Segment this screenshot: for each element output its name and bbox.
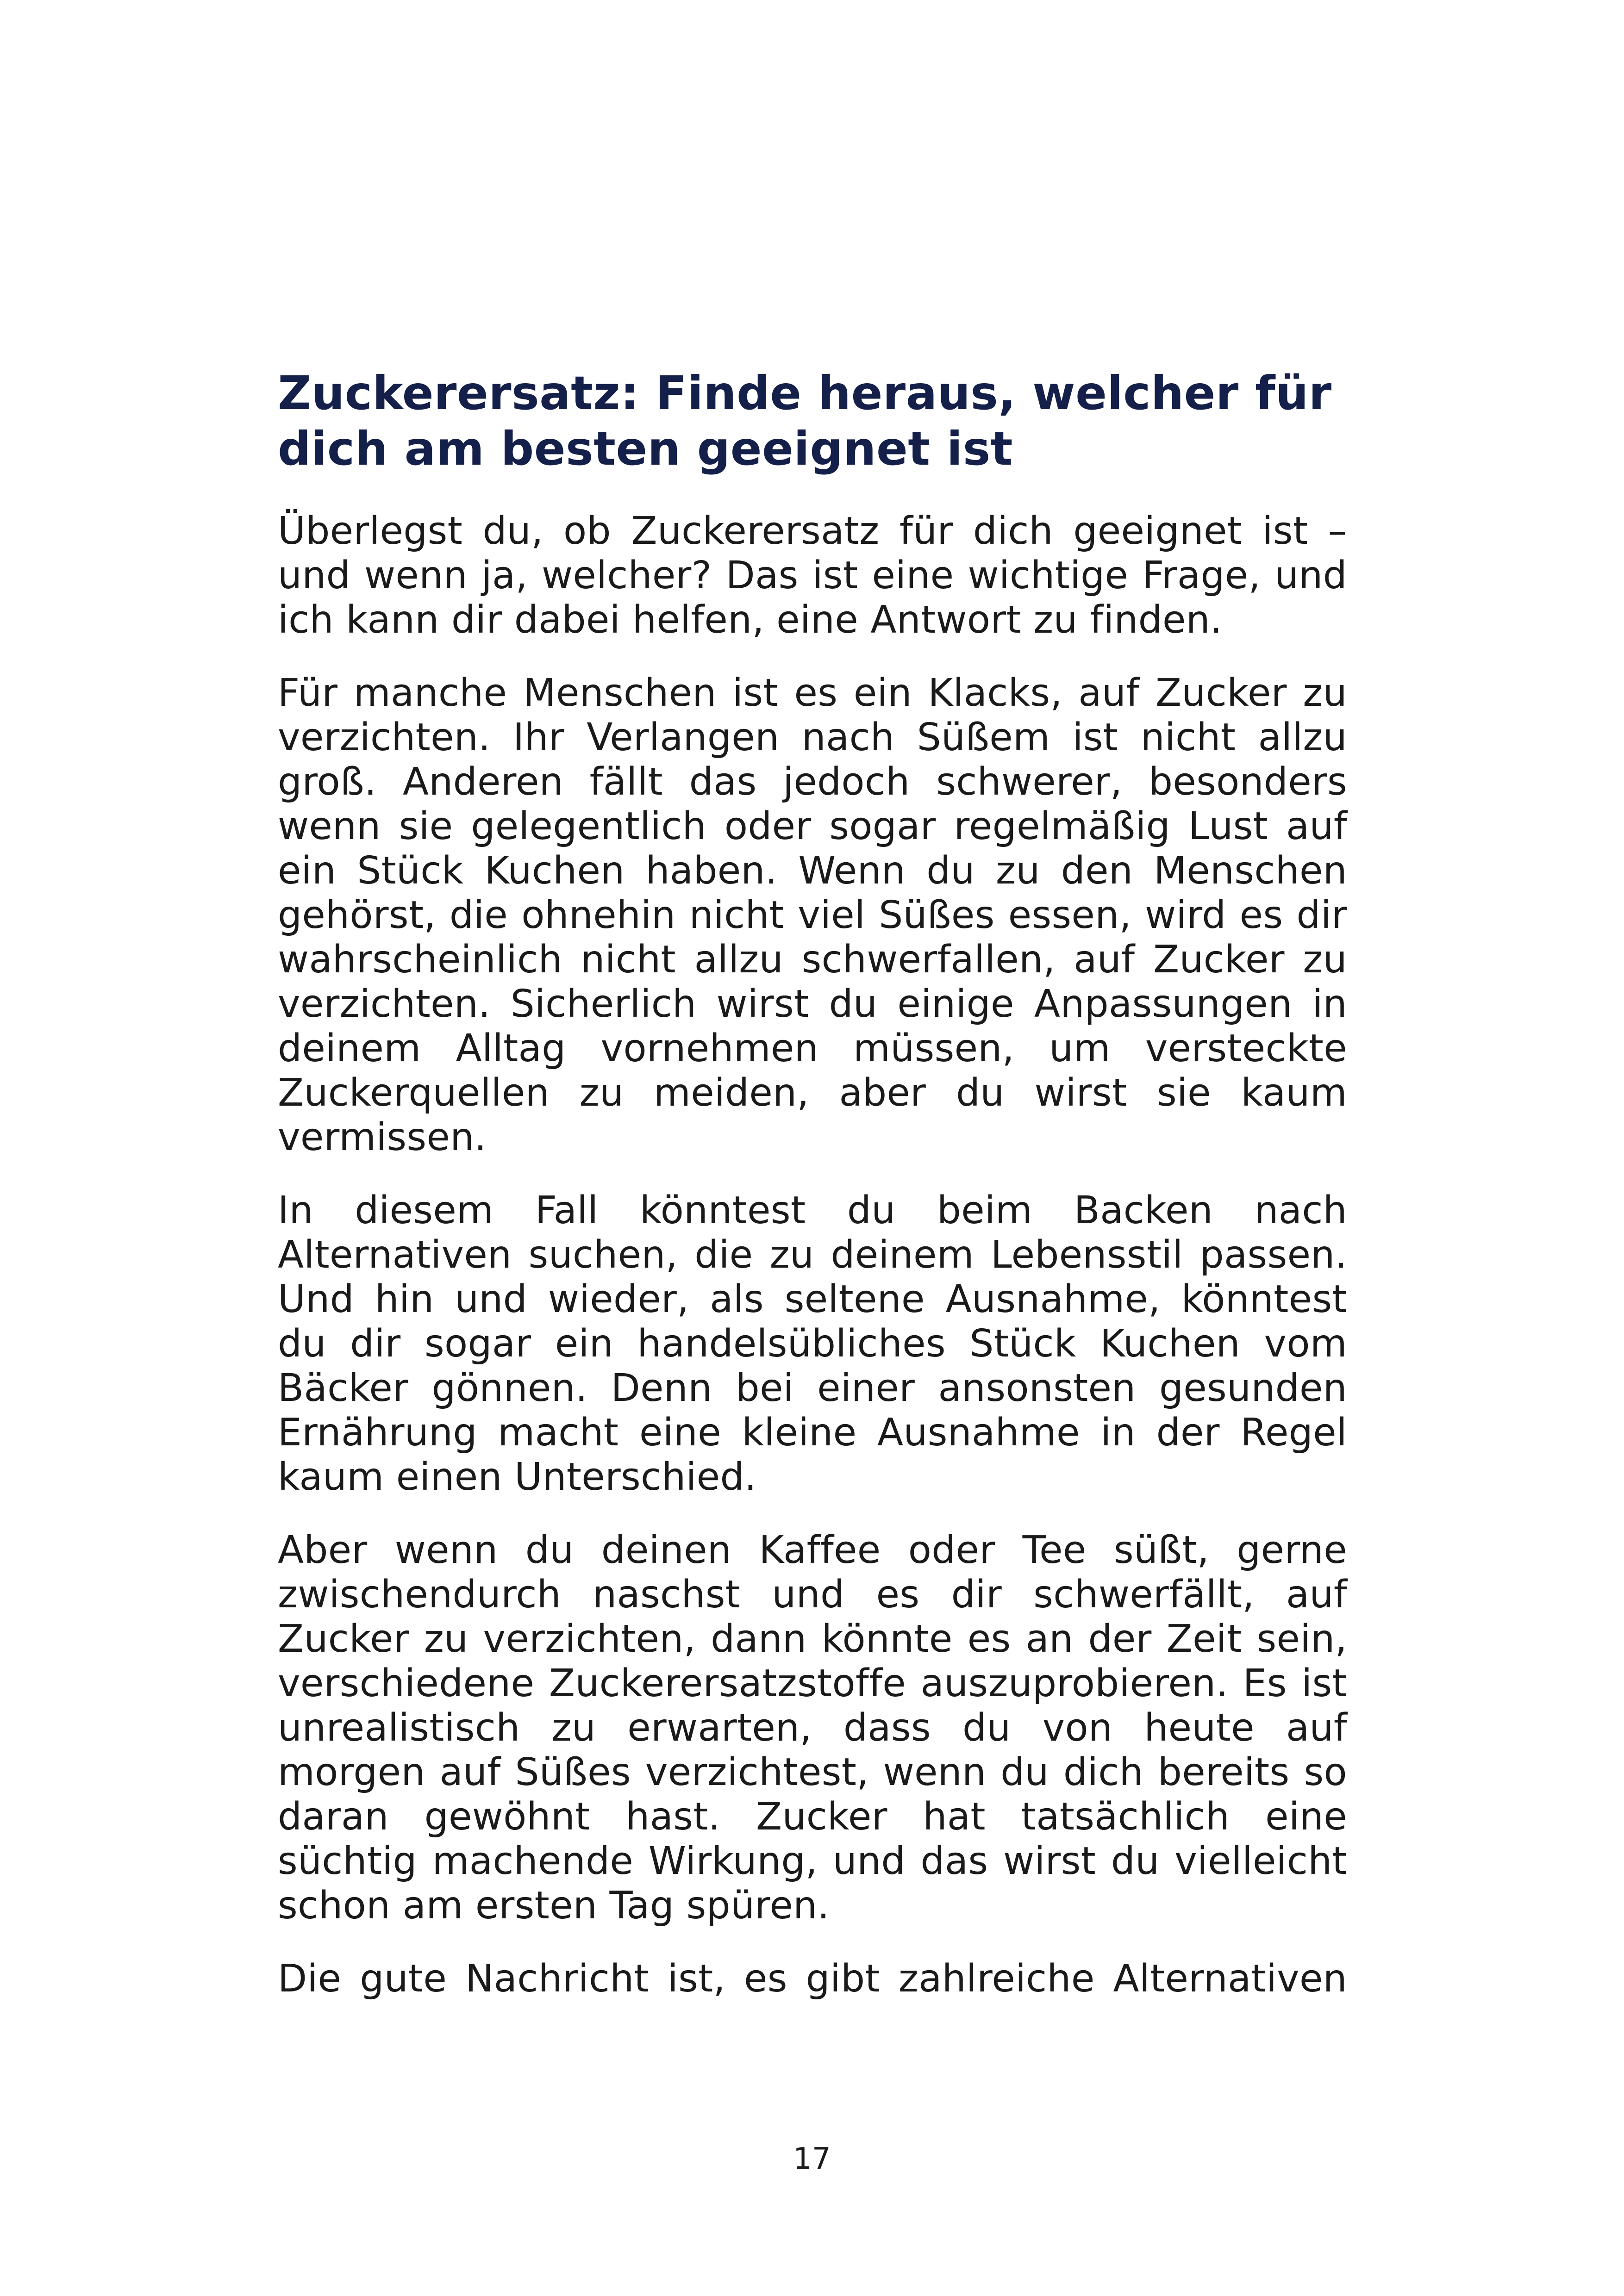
page-number: 17 <box>793 2142 831 2176</box>
paragraph-3: In diesem Fall könntest du beim Backen nach Alternativen suchen, die zu deinem Lebensstil passen. Und hin und wieder, als seltene Ausnahme, könntest du dir sogar ein handelsübliches Stück Kuchen vom Bäcker gönnen. Denn bei einer ansonsten gesunden Ernährung macht eine kleine Ausnahme in der Regel kaum einen Unterschied. <box>278 1188 1347 1499</box>
page-content <box>278 366 1347 2001</box>
paragraph-1: Überlegst du, ob Zuckerersatz für dich geeignet ist – und wenn ja, welcher? Das ist eine wichtige Frage, und ich kann dir dabei helfen, eine Antwort zu finden. <box>278 509 1347 642</box>
paragraph-5: Die gute Nachricht ist, es gibt zahlreiche Alternativen <box>278 1957 1347 2001</box>
paragraph-4: Aber wenn du deinen Kaffee oder Tee süßt, gerne zwischendurch naschst und es dir schwerfällt, auf Zucker zu verzichten, dann könnte es an der Zeit sein, verschiedene Zuckerersatzstoffe auszuprobieren. Es ist unrealistisch zu erwarten, dass du von heute auf morgen auf Süßes verzichtest, wenn du dich bereits so daran gewöhnt hast. Zucker hat tatsächlich eine süchtig machende Wirkung, und das wirst du vielleicht schon am ersten Tag spüren. <box>278 1528 1347 1928</box>
paragraph-2: Für manche Menschen ist es ein Klacks, auf Zucker zu verzichten. Ihr Verlangen nach Süßem ist nicht allzu groß. Anderen fällt das jedoch schwerer, besonders wenn sie gelegentlich oder sogar regelmäßig Lust auf ein Stück Kuchen haben. Wenn du zu den Menschen gehörst, die ohnehin nicht viel Süßes essen, wird es dir wahrscheinlich nicht allzu schwerfallen, auf Zucker zu verzichten. Sicherlich wirst du einige Anpassungen in deinem Alltag vornehmen müssen, um versteckte Zuckerquellen zu meiden, aber du wirst sie kaum vermissen. <box>278 671 1347 1159</box>
section-heading: Zuckerersatz: Finde heraus, welcher für dich am besten geeignet ist <box>278 366 1332 476</box>
